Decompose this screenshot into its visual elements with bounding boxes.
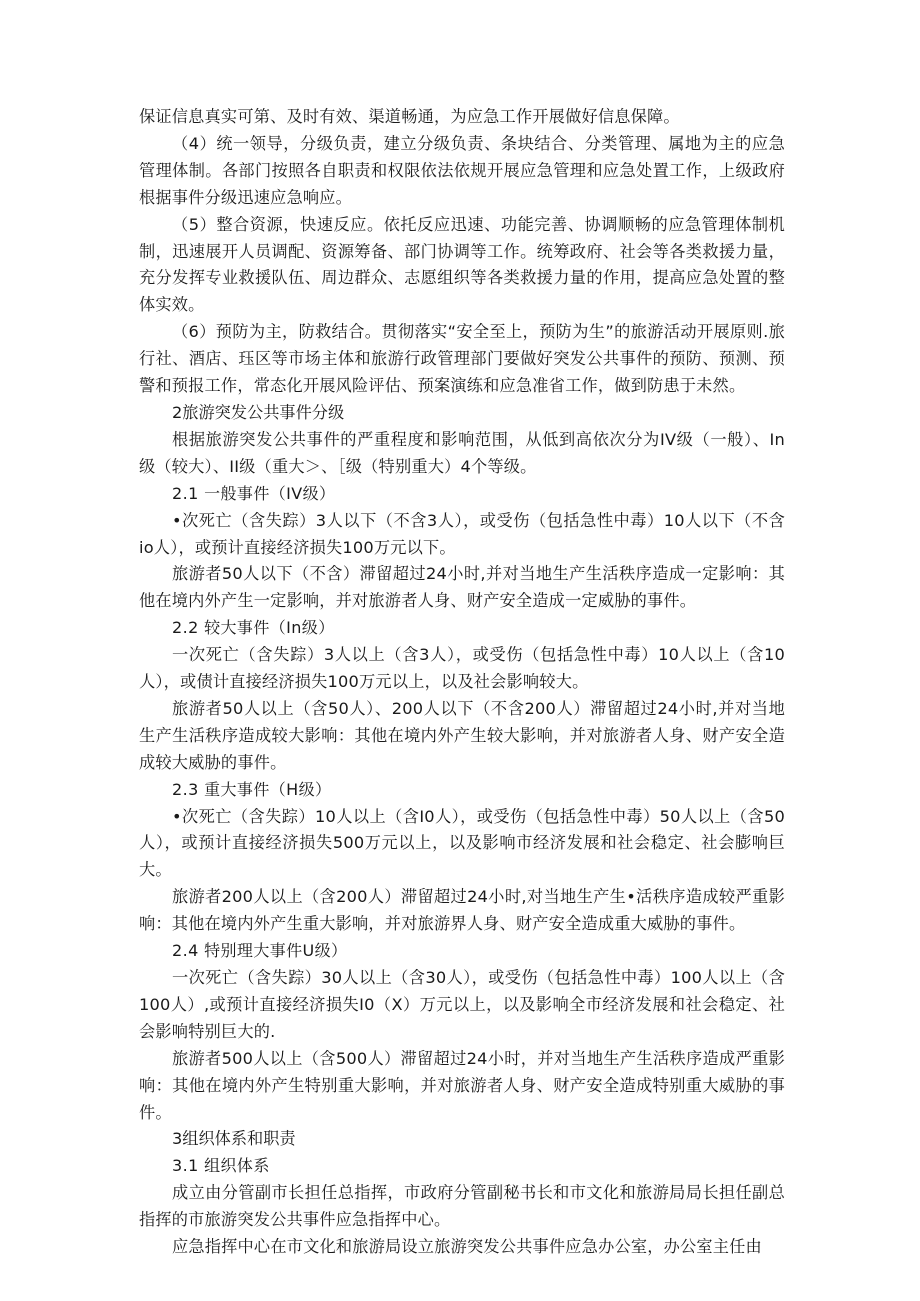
paragraph-principle-6: （6）预防为主，防救结合。贯彻落实“安全至上，预防为生”的旅游活动开展原则.旅行社、酒店、珏区等市场主体和旅游行政管理部门要做好突发公共事件的预防、预测、预警和预报工作，常态化开展风险评估、预案演练和应急准省工作，做到防患于未然。	[139, 322, 785, 396]
subsection-heading-2-1: 2.1 一般事件（IV级）	[172, 483, 336, 503]
section-heading-3: 3组织体系和职责	[172, 1129, 296, 1149]
subsection-heading-2-2: 2.2 较大事件（In级）	[172, 618, 335, 638]
document-body	[139, 104, 785, 1261]
paragraph-command-center: 成立由分管副市长担任总指挥，市政府分管副秘书长和市文化和旅游局局长担任副总指挥的市旅游突发公共事件应急指挥中心。	[139, 1183, 785, 1230]
paragraph-level-iv-casualty: •次死亡（含失踪）3人以下（不含3人），或受伤（包括急性中毒）10人以下（不含io人），或预计直接经济损失100万元以下。	[139, 510, 785, 557]
subsection-heading-2-4: 2.4 特别理大事件U级）	[172, 941, 348, 961]
section-heading-2: 2旅游突发公共事件分级	[172, 402, 345, 422]
paragraph-level-i-casualty: 一次死亡（含失踪）30人以上（含30人），或受伤（包括急性中毒）100人以上（含100人）,或预计直接经济损失I0（X）万元以上，以及影响全市经济发展和社会稳定、社会影响特别巨大的.	[139, 968, 785, 1041]
paragraph-info-guarantee: 保证信息真实可第、及时有效、渠道畅通，为应急工作开展做好信息保障。	[139, 107, 680, 126]
paragraph-grading-intro: 根据旅游突发公共事件的严重程度和影响范围，从低到高依次分为IV级（一般）、In级（较大）、II级（重大＞、［级（特别重大）4个等级。	[139, 429, 785, 476]
paragraph-level-i-stranded: 旅游者500人以上（含500人）滞留超过24小时，并对当地生产生活秩序造成严重影响：其他在境内外产生特别重大影响，并对旅游者人身、财产安全造成特别重大威胁的事件。	[139, 1048, 785, 1122]
paragraph-level-iii-stranded: 旅游者50人以上（含50人）、200人以下（不含200人）滞留超过24小时,并对当地生产生活秩序造成较大影响：其他在境内外产生较大影响，并对旅游者人身、财产安全造成较大威胁的事件。	[139, 698, 785, 772]
paragraph-principle-5: （5）整合资源，快速反应。依托反应迅速、功能完善、协调顺畅的应急管理体制机制，迅速展开人员调配、资源筹备、部门协调等工作。统筹政府、社会等各类救援力量，充分发挥专业救援队伍、周边群众、志愿组织等各类救援力量的作用，提高应急处置的整体实效。	[139, 214, 785, 315]
paragraph-principle-4: （4）统一领导，分级负责，建立分级负责、条块结合、分类管理、属地为主的应急管理体制。各部门按照各自职责和权限依法依规开展应急管理和应急处置工作，上级政府根据事件分级迅速应急响应。	[139, 133, 785, 207]
subsection-heading-2-3: 2.3 重大事件（H级）	[172, 779, 332, 799]
paragraph-level-iv-stranded: 旅游者50人以下（不含）滞留超过24小时,并对当地生产生活秩序造成一定影响：其他在境内外产生一定影响，并对旅游者人身、财产安全造成一定威胁的事件。	[139, 564, 785, 611]
paragraph-level-ii-stranded: 旅游者200人以上（含200人）滞留超过24小时,对当地生产生•活秩序造成较严重影响：其他在境内外产生重大影响，并对旅游界人身、财产安全造成重大威胁的事件。	[139, 887, 785, 934]
paragraph-level-iii-casualty: 一次死亡（含失踪）3人以上（含3人），或受伤（包括急性中毒）10人以上（含10人），或债计直接经济损失100万元以上，以及社会影响较大。	[139, 645, 785, 692]
subsection-heading-3-1: 3.1 组织体系	[172, 1156, 270, 1176]
paragraph-level-ii-casualty: •次死亡（含失踪）10人以上（含I0人），或受伤（包括急性中毒）50人以上（含50人），或预计直接经济损失500万元以上，以及影响市经济发展和社会稳定、社会膨响巨大。	[139, 806, 785, 880]
paragraph-emergency-office: 应急指挥中心在市文化和旅游局设立旅游突发公共事件应急办公室，办公室主任由	[172, 1237, 762, 1257]
